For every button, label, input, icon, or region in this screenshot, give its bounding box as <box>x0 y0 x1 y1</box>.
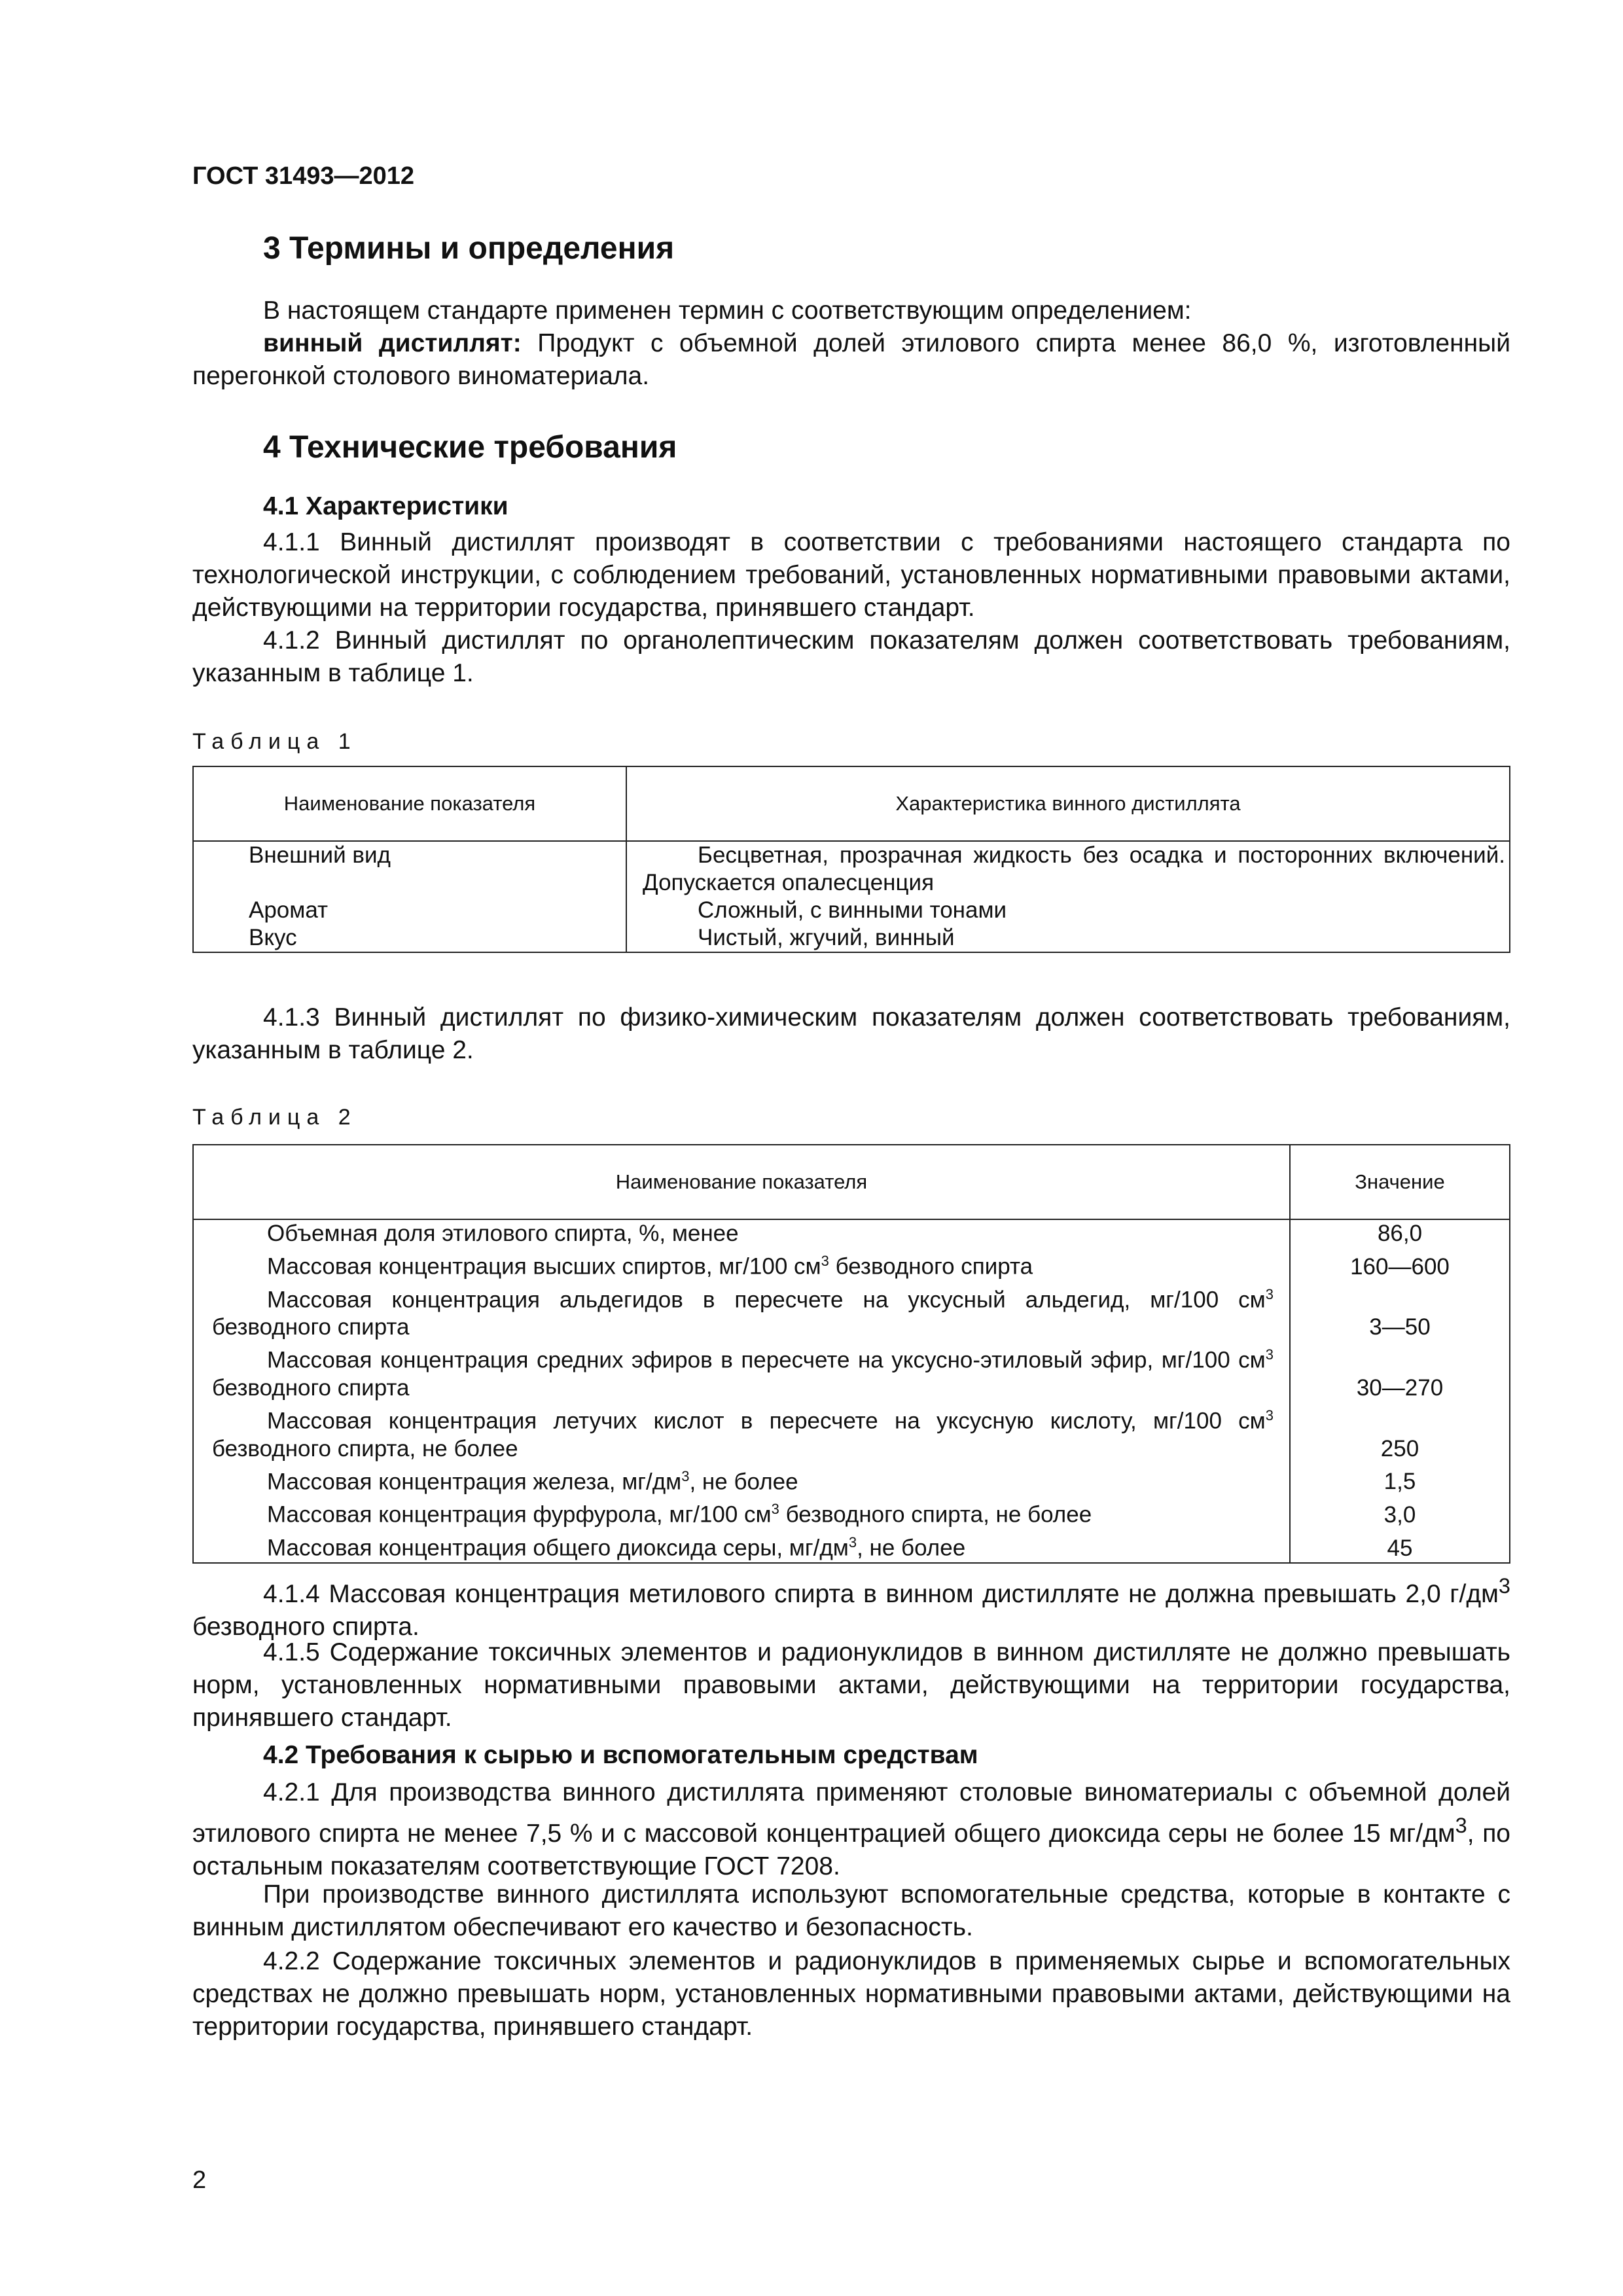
table-2-cell-text <box>212 1341 1274 1402</box>
table-2-cell-name <box>193 1341 1290 1402</box>
table-2-cell-name <box>193 1496 1290 1529</box>
table-1-cell-name: Аромат <box>193 897 626 924</box>
table-2-cell-value: 45 <box>1290 1529 1510 1563</box>
paragraph-4-1-2: 4.1.2 Винный дистиллят по органолептическим показателям должен соответствовать требованиям, указанным в таблице 1. <box>192 626 1510 687</box>
table-2-cell-text-part: Массовая концентрация летучих кислот в пересчете на уксусную кислоту, мг/100 см <box>267 1408 1266 1434</box>
p414-superscript: 3 <box>1498 1574 1510 1598</box>
table-2-cell-text-part: Массовая концентрация железа, мг/дм <box>267 1469 682 1495</box>
table-row <box>193 1281 1510 1342</box>
table-2-header-name: Наименование показателя <box>193 1145 1290 1219</box>
paragraph-aux-means: При производстве винного дистиллята используют вспомогательные средства, которые в контакте с винным дистиллятом обеспечивают его качество и безопасность. <box>192 1880 1510 1941</box>
table-2-cell-value: 3—50 <box>1290 1281 1510 1342</box>
table-2-cell-text-part: безводного спирта <box>829 1253 1033 1280</box>
table-1 <box>192 766 1510 953</box>
paragraph-4-1-3: 4.1.3 Винный дистиллят по физико-химическим показателям должен соответствовать требованиям, указанным в таблице 2. <box>192 1003 1510 1064</box>
table-row <box>193 1402 1510 1463</box>
paragraph-4-1-5: 4.1.5 Содержание токсичных элементов и радионуклидов в винном дистилляте не должно превышать норм, установленных нормативными правовыми актами, действующими на территории государства, принявшего стандарт. <box>192 1638 1510 1732</box>
table-row <box>193 1247 1510 1281</box>
superscript: 3 <box>821 1253 829 1269</box>
subsection-4-2-title: 4.2 Требования к сырью и вспомогательным средствам <box>263 1741 978 1769</box>
table-row <box>193 1496 1510 1529</box>
table-row <box>193 1219 1510 1247</box>
table-2-cell-text-part: безводного спирта <box>212 1374 410 1401</box>
table-2-cell-text <box>212 1402 1274 1463</box>
table-1-cell-text: Бесцветная, прозрачная жидкость без осадка и посторонних включений. Допускается опалесценция <box>643 842 1505 895</box>
table-1-cell-value <box>626 841 1510 897</box>
table-2-cell-text-part: Объемная доля этилового спирта, %, менее <box>267 1221 739 1246</box>
p414-text: 4.1.4 Массовая концентрация метилового спирта в винном дистилляте не должна превышать 2,0 г/дм <box>263 1580 1499 1608</box>
document-id: ГОСТ 31493—2012 <box>192 162 415 190</box>
paragraph-4-2-1 <box>192 1776 1510 1883</box>
p421-superscript: 3 <box>1455 1814 1467 1837</box>
table-2-cell-text-part: , не более <box>857 1535 966 1561</box>
paragraph-4-1-4 <box>192 1570 1510 1643</box>
table-1-caption: Таблица 1 <box>192 729 357 754</box>
table-1-header-characteristic: Характеристика винного дистиллята <box>626 766 1510 841</box>
subsection-4-1-title: 4.1 Характеристики <box>263 492 508 520</box>
table-row <box>193 1463 1510 1496</box>
page-number: 2 <box>192 2166 207 2194</box>
table-2-cell-text-part: Массовая концентрация фурфурола, мг/100 см <box>267 1501 772 1528</box>
p421-text-end: , по остальным показателям соответствующие ГОСТ 7208. <box>192 1820 1510 1880</box>
table-2-cell-text-part: Массовая концентрация альдегидов в пересчете на уксусный альдегид, мг/100 см <box>267 1287 1266 1313</box>
table-2-cell-value: 250 <box>1290 1402 1510 1463</box>
table-2-cell-value: 1,5 <box>1290 1463 1510 1496</box>
table-2-cell-text-part: , не более <box>689 1469 798 1495</box>
table-2-cell-text-part: безводного спирта <box>212 1314 410 1340</box>
table-1-cell-text: Сложный, с винными тонами <box>698 897 1007 923</box>
superscript: 3 <box>1265 1407 1274 1424</box>
superscript: 3 <box>1265 1285 1274 1302</box>
table-1-cell-value <box>626 924 1510 952</box>
table-2-cell-name <box>193 1247 1290 1281</box>
table-2-cell-text <box>212 1220 1274 1247</box>
table-2-cell-text <box>212 1281 1274 1342</box>
table-2-cell-text <box>212 1496 1274 1529</box>
table-2 <box>192 1144 1510 1564</box>
table-row <box>193 924 1510 952</box>
table-2-cell-text <box>212 1463 1274 1496</box>
table-2-cell-name <box>193 1402 1290 1463</box>
table-1-cell-text: Чистый, жгучий, винный <box>698 925 955 950</box>
term-definition-text: Продукт с объемной долей этилового спирта менее 86,0 %, изготовленный перегонкой столового виноматериала. <box>192 329 1510 390</box>
section-3-intro <box>192 295 1510 327</box>
term-definition <box>192 327 1510 393</box>
table-2-header-value: Значение <box>1290 1145 1510 1219</box>
table-2-cell-name <box>193 1219 1290 1247</box>
intro-text: В настоящем стандарте применен термин с соответствующим определением: <box>263 296 1192 325</box>
table-row <box>193 1529 1510 1563</box>
table-2-cell-value: 86,0 <box>1290 1219 1510 1247</box>
term-label: винный дистиллят: <box>263 329 522 357</box>
table-1-cell-value <box>626 897 1510 924</box>
superscript: 3 <box>681 1467 690 1484</box>
superscript: 3 <box>848 1534 857 1551</box>
table-2-cell-text <box>212 1529 1274 1562</box>
table-2-cell-name <box>193 1281 1290 1342</box>
table-2-cell-value: 160—600 <box>1290 1247 1510 1281</box>
table-2-caption: Таблица 2 <box>192 1105 357 1130</box>
table-1-header-name: Наименование показателя <box>193 766 626 841</box>
section-4-title: 4 Технические требования <box>263 430 677 465</box>
table-1-cell-name: Внешний вид <box>193 841 626 897</box>
table-row <box>193 1341 1510 1402</box>
section-3-title: 3 Термины и определения <box>263 231 675 266</box>
table-row <box>193 897 1510 924</box>
table-2-cell-name <box>193 1463 1290 1496</box>
paragraph-4-2-2: 4.2.2 Содержание токсичных элементов и радионуклидов в применяемых сырье и вспомогательных средствах не должно превышать норм, установленных нормативными правовыми актами, действующими на территории государства, принявшего стандарт. <box>192 1947 1510 2041</box>
paragraph-4-1-1: 4.1.1 Винный дистиллят производят в соответствии с требованиями настоящего стандарта по технологической инструкции, с соблюдением требований, установленных нормативными правовыми актами, действующими на территории государства, принявшего стандарт. <box>192 528 1510 622</box>
table-2-cell-value: 3,0 <box>1290 1496 1510 1529</box>
table-2-cell-text <box>212 1247 1274 1281</box>
table-2-cell-text-part: безводного спирта, не более <box>212 1435 518 1462</box>
table-2-cell-text-part: безводного спирта, не более <box>779 1501 1092 1528</box>
table-2-cell-text-part: Массовая концентрация общего диоксида серы, мг/дм <box>267 1535 849 1561</box>
table-2-cell-value: 30—270 <box>1290 1341 1510 1402</box>
table-2-cell-name <box>193 1529 1290 1563</box>
table-1-cell-name: Вкус <box>193 924 626 952</box>
superscript: 3 <box>1265 1346 1274 1363</box>
table-2-cell-text-part: Массовая концентрация высших спиртов, мг/100 см <box>267 1253 821 1280</box>
table-2-cell-text-part: Массовая концентрация средних эфиров в пересчете на уксусно-этиловый эфир, мг/100 см <box>267 1347 1266 1373</box>
table-row <box>193 841 1510 897</box>
p414-text-end: безводного спирта. <box>192 1613 419 1641</box>
p421-text: 4.2.1 Для производства винного дистиллята применяют столовые виноматериалы с объемной долей этилового спирта не менее 7,5 % и с массовой концентрацией общего диоксида серы не более 15 мг/дм <box>192 1778 1510 1848</box>
superscript: 3 <box>771 1501 779 1518</box>
